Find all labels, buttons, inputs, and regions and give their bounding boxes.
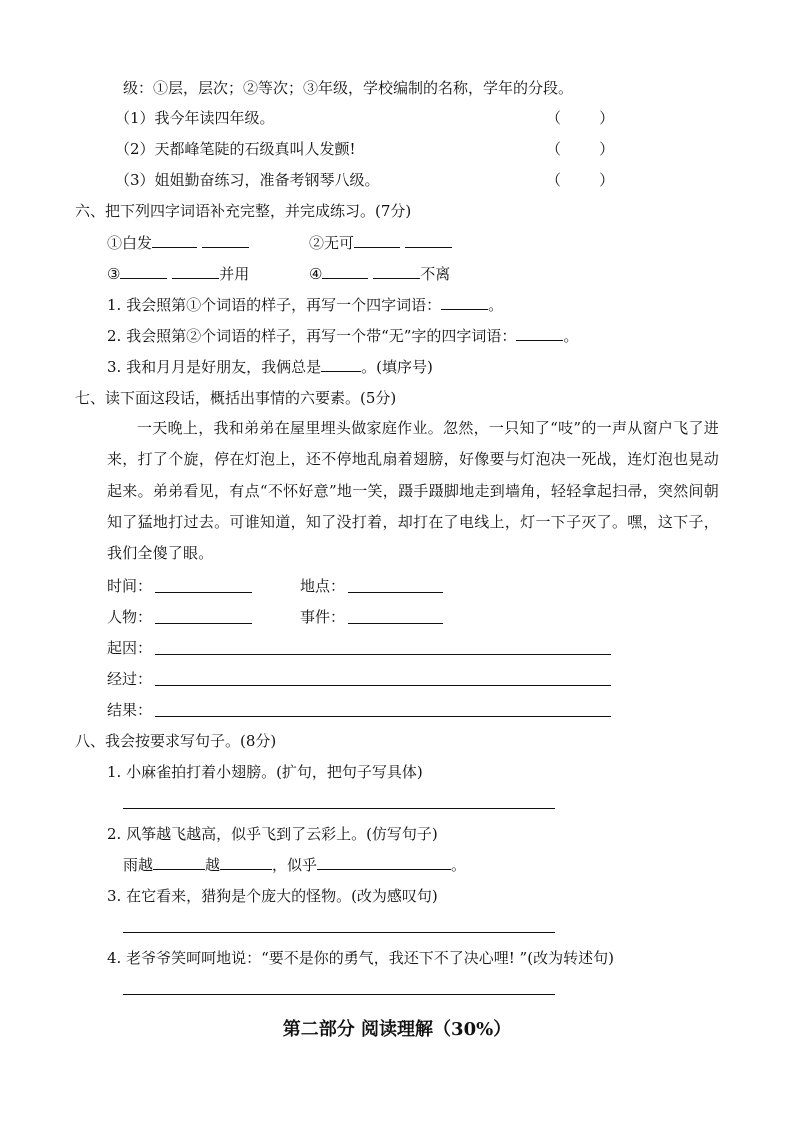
imitation-blank-3[interactable] — [317, 855, 451, 870]
process-line[interactable] — [155, 685, 611, 686]
part-2-title: 第二部分 阅读理解（30%） — [282, 1019, 512, 1040]
sec8-question-3: 3. 在它看来，猎狗是个庞大的怪物。(改为感叹句) — [107, 887, 438, 905]
word-4-prefix: ④ — [309, 265, 323, 283]
word-1 — [107, 233, 249, 253]
sec6-question-3 — [107, 357, 433, 377]
word-3-prefix: ③ — [107, 265, 121, 283]
people-line[interactable] — [155, 623, 252, 624]
sec8-answer-line-4[interactable] — [123, 994, 555, 995]
time-line[interactable] — [155, 592, 252, 593]
section-8-heading: 八、我会按要求写句子。(8分) — [75, 732, 277, 750]
word-3-blank-b[interactable] — [172, 264, 219, 279]
word-2 — [309, 233, 452, 253]
result-label: 结果： — [107, 701, 153, 719]
word-2-prefix: ②无可 — [309, 234, 355, 252]
sec8-question-1: 1. 小麻雀拍打着小翅膀。(扩句，把句子写具体) — [107, 763, 423, 781]
sec6-q2-end: 。 — [563, 327, 579, 345]
grade-item-2: （2）天都峰笔陡的石级真叫人发颤! — [115, 140, 356, 158]
grade-definition: 级：①层，层次；②等次；③年级，学校编制的名称，学年的分段。 — [123, 79, 574, 97]
sec8-answer-line-3[interactable] — [123, 932, 555, 933]
event-label: 事件： — [300, 608, 346, 626]
imitation-part-c: ，似乎 — [272, 856, 318, 874]
cause-label: 起因： — [107, 639, 153, 657]
imitation-blank-1[interactable] — [153, 855, 205, 870]
sec6-q1-blank[interactable] — [441, 295, 488, 310]
imitation-part-b: 越 — [205, 856, 221, 874]
sec6-q3-blank[interactable] — [321, 357, 361, 372]
answer-paren-1[interactable]: （ ） — [546, 109, 615, 127]
result-line[interactable] — [155, 716, 611, 717]
place-label: 地点： — [300, 577, 346, 595]
imitation-part-a: 雨越 — [123, 856, 154, 874]
word-3-blank-a[interactable] — [120, 264, 167, 279]
word-4 — [309, 264, 450, 284]
word-3 — [107, 264, 249, 284]
sec8-imitation-line — [123, 855, 466, 875]
cause-line[interactable] — [155, 654, 611, 655]
passage: 一天晚上，我和弟弟在屋里埋头做家庭作业。忽然，一只知了“吱”的一声从窗户飞了进来，打了个旋，停在灯泡上，还不停地乱扇着翅膀，好像要与灯泡决一死战，连灯泡也晃动起来。弟弟看见，有点“不怀好意”地一笑，蹑手蹑脚地走到墙角，轻轻拿起扫帚，突然间朝知了猛地打过去。可谁知道，知了没打着，却打在了电线上，灯一下子灭了。嘿，这下子，我们全傻了眼。 — [107, 419, 719, 563]
sec6-question-2 — [107, 326, 578, 346]
sec6-q3-text: 3. 我和月月是好朋友，我俩总是 — [107, 358, 322, 376]
sec6-q1-text: 1. 我会照第①个词语的样子，再写一个四字词语： — [107, 296, 442, 314]
word-4-blank-b[interactable] — [373, 264, 420, 279]
sec6-q2-text: 2. 我会照第②个词语的样子，再写一个带“无”字的四字词语： — [107, 327, 517, 345]
word-2-blank-a[interactable] — [354, 233, 400, 248]
imitation-blank-2[interactable] — [220, 855, 272, 870]
sec8-question-4: 4. 老爷爷笑呵呵地说：“要不是你的勇气，我还下不了决心哩! ”(改为转述句) — [107, 949, 614, 967]
people-label: 人物： — [107, 608, 153, 626]
sec6-q2-blank[interactable] — [516, 326, 563, 341]
process-label: 经过： — [107, 670, 153, 688]
event-line[interactable] — [348, 623, 443, 624]
answer-paren-3[interactable]: （ ） — [546, 171, 615, 189]
sec6-q1-end: 。 — [488, 296, 504, 314]
section-7-heading: 七、读下面这段话，概括出事情的六要素。(5分) — [75, 389, 397, 407]
section-6-heading: 六、把下列四字词语补充完整，并完成练习。(7分) — [75, 202, 412, 220]
answer-paren-2[interactable]: （ ） — [546, 140, 615, 158]
sec8-question-2: 2. 风筝越飞越高，似乎飞到了云彩上。(仿写句子) — [107, 825, 438, 843]
grade-item-3: （3）姐姐勤奋练习，准备考钢琴八级。 — [115, 171, 380, 189]
word-1-blank-a[interactable] — [152, 233, 197, 248]
word-2-blank-b[interactable] — [405, 233, 452, 248]
word-4-suffix: 不离 — [420, 265, 451, 283]
sec6-question-1 — [107, 295, 503, 315]
imitation-part-d: 。 — [451, 856, 467, 874]
word-3-suffix: 并用 — [219, 265, 250, 283]
place-line[interactable] — [348, 592, 443, 593]
grade-item-1: （1）我今年读四年级。 — [115, 109, 275, 127]
word-1-blank-b[interactable] — [202, 233, 249, 248]
time-label: 时间： — [107, 577, 153, 595]
word-1-prefix: ①白发 — [107, 234, 153, 252]
sec8-answer-line-1[interactable] — [123, 808, 555, 809]
word-4-blank-a[interactable] — [322, 264, 368, 279]
sec6-q3-end: 。(填序号) — [361, 358, 433, 376]
